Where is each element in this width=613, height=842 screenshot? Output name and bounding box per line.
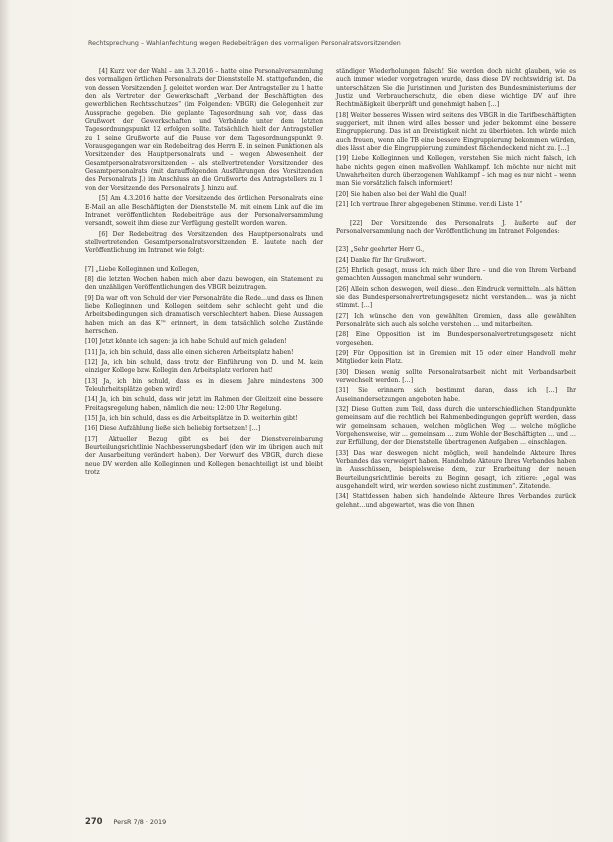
running-head: Rechtsprechung – Wahlanfechtung wegen Redebeiträgen des vormaligen Personalratsvorsitzenden: [88, 40, 401, 47]
left-column: [85, 68, 323, 479]
paragraph: [6] Der Redebeitrag des Vorsitzenden des Hauptpersonalrats und stellvertretenden Gesamtpersonalratsvorsitzenden E. lautete nach der Veröffentlichung im Intranet wie folgt:: [85, 230, 323, 255]
quote-paragraph: [18] Weiter besseres Wissen wird seitens des VBGR in die Tarifbeschäftigten suggeriert, mit ihnen wird alles besser und jeder bekommt eine bessere Eingruppierung. Das ist an Dreistigkeit nicht zu überbieten. Ich würde mich auch freuen, wenn alle TB eine bessere Eingruppierung bekommen würden, dies lässt aber die Eingruppierung zumindest flächendeckend nicht zu. […]: [336, 111, 576, 153]
quote-paragraph: [13] Ja, ich bin schuld, dass es in diesem Jahre mindestens 300 Teleuhrheitsplätze geben wird!: [85, 377, 323, 394]
page-number: 270: [85, 816, 103, 826]
quote-paragraph: [17] Aktueller Bezug gibt es bei der Dienstvereinbarung Beurteilungsrichtlinie Nachbesserungsbedarf (den wir im übrigen auch mit der Ausarbeitung verändert haben). Der Vorwurf des VBGR, durch diese neue DV werden alle Kolleginnen und Kollegen benachteiligt ist und bleibt trotz: [85, 435, 323, 477]
binding-shadow: [0, 0, 10, 842]
quote-paragraph: [24] Danke für Ihr Grußwort.: [336, 256, 427, 264]
paragraph: [4] Kurz vor der Wahl – am 3.3.2016 – hatte eine Personalversammlung des vormaligen örtlichen Personalrats der Dienststelle M. stattgefunden, die von dessen Vorsitzenden J. geleitet worden war. Der Antragsteller zu 1 hatte den als Vertreter der Gewerkschaft „Verband der Beschäftigten des gewerblichen Rechtsschutzes“ (im Folgenden: VBGR) die Gelegenheit zur Aussprache gegeben. Die geplante Tagesordnung sah vor, dass das Grußwort der Gewerkschaften und Verbände unter dem letzten Tagesordnungspunkt 12 erfolgen sollte. Tatsächlich hielt der Antragsteller zu 1 seine Grußworte auf die Pause vor dem Tagesordnungspunkt 9. Vorausgegangen war ein Redebeitrag des Herrn E. in seinen Funktionen als Vorsitzender des Hauptpersonalrats und – wegen Abwesenheit der Gesamtpersonalratsvorsitzenden – als stellvertretender Vorsitzender des Gesamtpersonalrats (mit darauffolgenden Ausführungen des Vorsitzenden des Personalrats J.) im Anschluss an die Grußworte des Antragstellers zu 1 von der Vorsitzende des Personalrats J. hinzu auf.: [85, 68, 323, 192]
quote-paragraph: ständiger Wiederholungen falsch! Sie werden doch nicht glauben, wie es auch immer wieder vorgetragen wurde, dass diese DV rechtswidrig ist. Da unterschätzen Sie die Juristinnen und Juristen des Bundesministeriums der Justiz und Verbraucherschutz, die eben diese wichtige DV auf ihre Rechtmäßigkeit überprüft und genehmigt haben […]: [336, 68, 576, 109]
quote-paragraph: [30] Diesen wenig sollte Personalratsarbeit nicht mit Verbandsarbeit verwechselt werden. […]: [336, 368, 576, 384]
page-footer: [85, 816, 385, 826]
quote-paragraph: [15] Ja, ich bin schuld, dass es die Arbeitsplätze in D. weiterhin gibt!: [85, 415, 298, 423]
paragraph: [22] Der Vorsitzende des Personalrats J. äußerte auf der Personalversammlung nach der Veröffentlichung im Intranet Folgendes:: [336, 219, 576, 235]
right-column: [336, 68, 576, 512]
quote-paragraph: [20] Sie haben also bei der Wahl die Qual!: [336, 190, 467, 198]
quote-paragraph: [33] Das war deswegen nicht möglich, weil handelnde Akteure Ihres Verbandes das verweigert haben. Handelnde Akteure Ihres Verbandes haben in Ausschüssen, beispielsweise dem, zur Erarbeitung der neuen Beurteilungsrichtlinie bereits zu Beginn gesagt, ich zitiere: „egal was ausgehandelt wird, wir werden sowieso nicht zustimmen“. Zitatende.: [336, 449, 576, 491]
quote-paragraph: [32] Diese Gutten zum Teil, dass durch die unterschiedlichen Standpunkte gemeinsam auf die rechtlich bei Rahmenbedingungen geprüft werden, dass wir gemeinsam schauen, welchen möglichen Weg … welche mögliche Vorgehensweise, wir … gemeinsam … zum Wohle der Beschäftigten … und … zur Erfüllung, der der Dienststelle übertragenen Aufgaben … einschlagen.: [336, 406, 576, 447]
quote-paragraph: [16] Diese Aufzählung ließe sich beliebig fortsetzen! […]: [85, 425, 261, 433]
quote-paragraph: [28] Eine Opposition ist im Bundespersonalvertretungsgesetz nicht vorgesehen.: [336, 331, 576, 347]
quote-paragraph: [10] Jetzt könnte ich sagen: ja ich habe Schuld auf mich geladen!: [85, 338, 287, 346]
quote-paragraph: [23] „Sehr geehrter Herr G.,: [336, 246, 425, 254]
quote-paragraph: [8] die letzten Wochen haben mich aber dazu bewogen, ein Statement zu den unzähligen Veröffentlichungen des VBGR beizutragen.: [85, 275, 323, 292]
quote-paragraph: [12] Ja, ich bin schuld, dass trotz der Einführung von D. und M. kein einziger Kollege bzw. Kollegin den Arbeitsplatz verloren hat!: [85, 359, 323, 375]
quote-paragraph: [9] Da war oft von Schuld der vier Personalräte die Rede…und dass es Ihnen liebe Kolleginnen und Kollegen seitdem sehr schlecht geht und die Arbeitsbedingungen sich dramatisch verschlechtert haben. Diese Aussagen haben mich an das K™ erinnert, in dem tatsächlich solche Zustände herrschen.: [85, 294, 323, 335]
quote-paragraph: [27] Ich wünsche den von gewählten Gremien, dass alle gewählten Personalräte sich auch als solche verstehen … und mitarbeiten.: [336, 312, 576, 328]
journal-issue: PersR 7/8 · 2019: [113, 818, 167, 826]
quote-paragraph: [29] Für Opposition ist in Gremien mit 15 oder einer Handvoll mehr Mitglieder kein Platz.: [336, 349, 576, 366]
quote-paragraph: [34] Stattdessen haben sich handelnde Akteure Ihres Verbandes zurück gelehnt…und abgewartet, was die von Ihnen: [336, 493, 576, 509]
quote-paragraph: [14] Ja, ich bin schuld, dass wir jetzt im Rahmen der Gleitzeit eine bessere Freitagsregelung haben, nämlich die neu: 12:00 Uhr Regelung.: [85, 396, 323, 412]
quote-paragraph: [21] Ich vertraue Ihrer abgegebenen Stimme. ver.di Liste 1“: [336, 201, 523, 209]
quote-paragraph: [11] Ja, ich bin schuld, dass alle einen sicheren Arbeitsplatz haben!: [85, 348, 294, 356]
quote-paragraph: [19] Liebe Kolleginnen und Kollegen, verstehen Sie mich nicht falsch, ich habe nichts gegen einen maßvollen Wahlkampf. Ich möchte nur nicht mit Unwahrheiten durch überzogenen Wahlkampf – ich mag es nur nicht – wenn man Sie vorsätzlich falsch informiert!: [336, 155, 576, 188]
quote-paragraph: [7] „Liebe Kolleginnen und Kollegen,: [85, 265, 200, 273]
quote-paragraph: [31] Sie erinnern sich bestimmt daran, dass ich […] Ihr Auseinandersetzungen angeboten habe.: [336, 387, 576, 403]
quote-paragraph: [26] Allein schon deswegen, weil diese…den Eindruck vermitteln…als hätten sie das Bundespersonalvertretungsgesetz nicht verstanden… was ja nicht stimmt. […]: [336, 285, 576, 310]
quote-paragraph: [25] Ehrlich gesagt, muss ich mich über Ihre – und die von Ihrem Verband gemachten Aussagen manchmal sehr wundern.: [336, 266, 576, 283]
paragraph: [5] Am 4.3.2016 hatte der Vorsitzende des örtlichen Personalrats eine E-Mail an alle Beschäftigten der Dienststelle M. mit einem Link auf die im Intranet veröffentlichten Redebeiträge aus der Personalversammlung versandt, soweit ihm diese zur Verfügung gestellt worden waren.: [85, 195, 323, 228]
